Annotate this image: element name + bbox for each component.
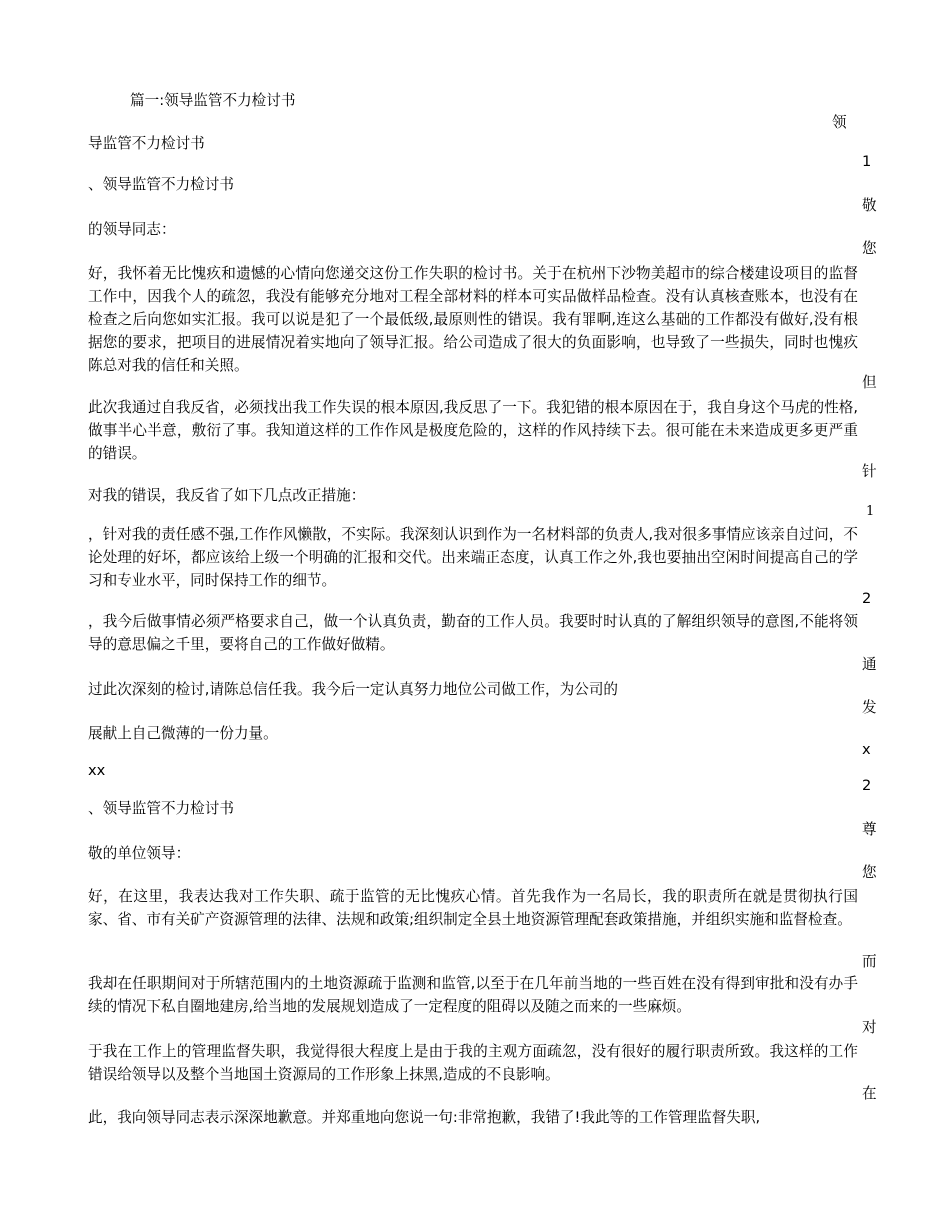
salutation-2: 敬的单位领导： (88, 845, 191, 862)
margin-char: 通 (862, 656, 877, 673)
section-title-2: 、领导监管不力检讨书 (88, 800, 234, 817)
margin-char: 敬 (862, 197, 877, 214)
margin-char: 对 (862, 1019, 877, 1036)
margin-char: 尊 (862, 821, 877, 838)
paragraph-11: 此，我向领导同志表示深深地歉意。并郑重地向您说一句:非常抱歉，我错了!我此等的工作管理监督失职, (88, 1109, 761, 1126)
paragraph-2: 此次我通过自我反省，必须找出我工作失误的根本原因,我反思了一下。我犯错的根本原因在于，我自身这个马虎的性格,做事半心半意，敷衍了事。我知道这样的工作作风是极度危险的，这样的作风持续下去。很可能在未来造成更多更严重的错误。 (88, 399, 858, 462)
paragraph-8: 好，在这里，我表达我对工作失职、疏于监管的无比愧疚心情。首先我作为一名局长，我的职责所在就是贯彻执行国家、省、市有关矿产资源管理的法律、法规和政策;组织制定全县土地资源管理配套政策措施，并组织实施和监督检查。 (88, 888, 858, 928)
margin-char: 而 (862, 953, 877, 970)
paragraph-7: 展献上自己微薄的一份力量。 (88, 725, 278, 742)
margin-char: x (862, 741, 871, 758)
section-title-1: 、领导监管不力检讨书 (88, 176, 234, 193)
title-line: 导监管不力检讨书 (88, 135, 205, 152)
margin-char: 在 (862, 1085, 877, 1102)
paragraph-1: 好，我怀着无比愧疚和遗憾的心情向您递交这份工作失职的检讨书。关于在杭州下沙物美超市的综合楼建设项目的监督工作中，因我个人的疏忽，我没有能够充分地对工程全部材料的样本可实品做样品检查。没有认真核查账本，也没有在检查之后向您如实汇报。我可以说是犯了一个最低级,最原则性的错误。我有罪啊,连这么基础的工作都没有做好,没有根据您的要求，把项目的进展情况着实地向了领导汇报。给公司造成了很大的负面影响，也导致了一些损失，同时也愧疚陈总对我的信任和关照。 (88, 265, 858, 374)
margin-char: 2 (862, 777, 872, 794)
margin-char: 您 (862, 240, 877, 257)
signature: xx (88, 762, 106, 779)
paragraph-10: 于我在工作上的管理监督失职，我觉得很大程度上是由于我的主观方面疏忽，没有很好的履行职责所致。我这样的工作错误给领导以及整个当地国土资源局的工作形象上抹黑,造成的不良影响。 (88, 1043, 858, 1083)
margin-char: 发 (862, 699, 877, 716)
margin-char: 您 (862, 864, 877, 881)
margin-char: 针 (862, 463, 877, 480)
margin-char: 1 (866, 504, 875, 519)
paragraph-6: 过此次深刻的检讨,请陈总信任我。我今后一定认真努力地位公司做工作，为公司的 (88, 681, 619, 698)
salutation-1: 的领导同志： (88, 221, 176, 238)
margin-char: 领 (832, 114, 847, 131)
paragraph-3: 对我的错误，我反省了如下几点改正措施： (88, 487, 366, 504)
document-heading: 篇一:领导监管不力检讨书 (130, 92, 296, 109)
margin-char: 2 (862, 590, 872, 607)
margin-char: 1 (862, 153, 872, 170)
paragraph-9: 我却在任职期间对于所辖范围内的土地资源疏于监测和监管,以至于在几年前当地的一些百姓在没有得到审批和没有办手续的情况下私自圈地建房,给当地的发展规划造成了一定程度的阻碍以及随之而来的一些麻烦。 (88, 975, 858, 1015)
paragraph-4: ，针对我的责任感不强,工作作风懒散，不实际。我深刻认识到作为一名材料部的负责人,我对很多事情应该亲自过问，不论处理的好坏，都应该给上级一个明确的汇报和交代。出来端正态度，认真工作之外,我也要抽出空闲时间提高自己的学习和专业水平，同时保持工作的细节。 (88, 526, 858, 589)
paragraph-5: ，我今后做事情必须严格要求自己，做一个认真负责，勤奋的工作人员。我要时时认真的了解组织领导的意图,不能将领导的意思偏之千里，要将自己的工作做好做精。 (88, 613, 858, 653)
margin-char: 但 (862, 374, 877, 391)
